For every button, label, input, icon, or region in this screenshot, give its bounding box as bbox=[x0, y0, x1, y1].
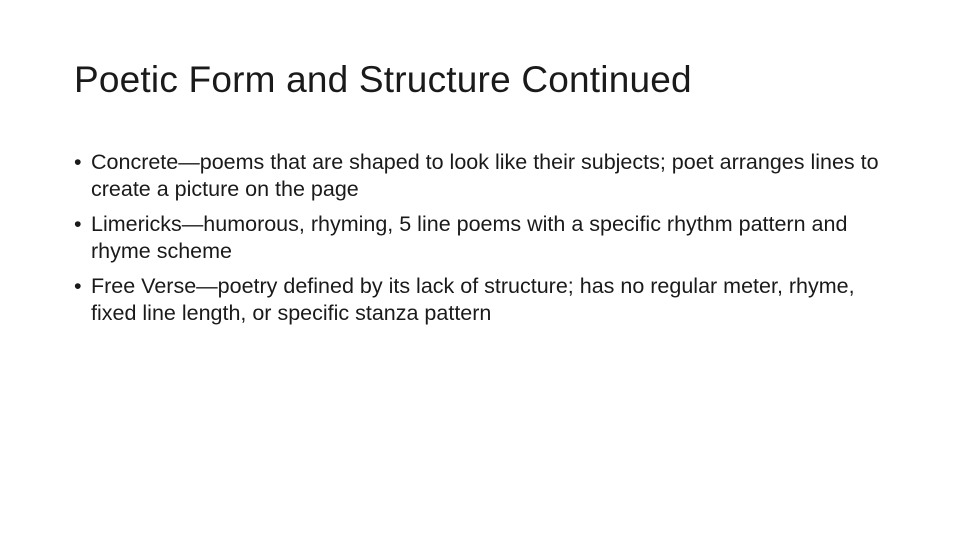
bullet-icon: • bbox=[74, 274, 82, 298]
bullet-item-limericks bbox=[74, 211, 894, 265]
bullet-item-free-verse bbox=[74, 273, 894, 327]
bullet-text: Concrete—poems that are shaped to look like their subjects; poet arranges lines to create a picture on the page bbox=[91, 150, 879, 201]
bullet-text: Limericks—humorous, rhyming, 5 line poems with a specific rhythm pattern and rhyme scheme bbox=[91, 212, 848, 263]
bullet-list bbox=[74, 149, 894, 335]
bullet-text: Free Verse—poetry defined by its lack of structure; has no regular meter, rhyme, fixed line length, or specific stanza pattern bbox=[91, 274, 855, 325]
bullet-icon: • bbox=[74, 150, 82, 174]
slide-title: Poetic Form and Structure Continued bbox=[74, 59, 692, 100]
bullet-icon: • bbox=[74, 212, 82, 236]
bullet-item-concrete bbox=[74, 149, 894, 203]
